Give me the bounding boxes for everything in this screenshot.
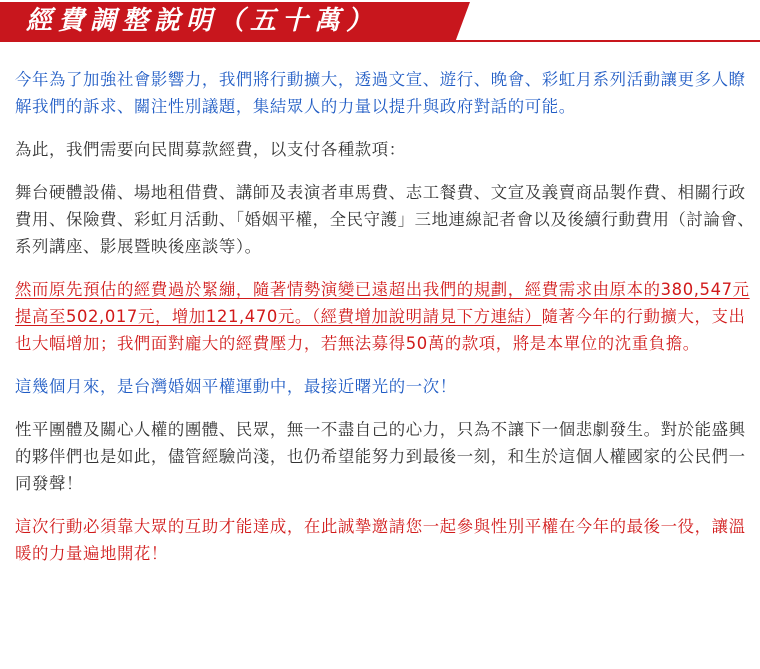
budget-increase-link[interactable]: 然而原先預估的經費過於緊繃，隨著情勢演變已遠超出我們的規劃，經費需求由原本的380,547元提高至502,017元，增加121,470元。（經費增加說明請見下方連結） — [15, 280, 750, 326]
moment-paragraph: 這幾個月來，是台灣婚姻平權運動中，最接近曙光的一次！ — [15, 377, 457, 396]
header-divider — [0, 40, 760, 42]
effort-paragraph: 性平團體及關心人權的團體、民眾，無一不盡自己的心力，只為不讓下一個悲劇發生。對於能盛興的夥伴們也是如此，儘管經驗尚淺，也仍希望能努力到最後一刻，和生於這個人權國家的公民們一同發聲！ — [15, 420, 746, 493]
budget-paragraph — [15, 276, 755, 357]
call-to-action-paragraph: 這次行動必須靠大眾的互助才能達成，在此誠摯邀請您一起參與性別平權在今年的最後一役，讓溫暖的力量遍地開花！ — [15, 517, 746, 563]
article-body — [15, 66, 755, 583]
purpose-paragraph: 為此，我們需要向民間募款經費，以支付各種款項： — [15, 140, 406, 159]
intro-paragraph: 今年為了加強社會影響力，我們將行動擴大，透過文宣、遊行、晚會、彩虹月系列活動讓更多人瞭解我們的訴求、關注性別議題，集結眾人的力量以提升與政府對話的可能。 — [15, 70, 746, 116]
budget-pressure-text: 隨著今年的行動擴大，支出也大幅增加；我們面對龐大的經費壓力，若無法募得50萬的款項，將是本單位的沈重負擔。 — [15, 307, 746, 353]
section-header — [0, 0, 760, 46]
page-title: 經費調整說明（五十萬） — [26, 6, 379, 36]
expense-items-paragraph: 舞台硬體設備、場地租借費、講師及表演者車馬費、志工餐費、文宣及義賣商品製作費、相關行政費用、保險費、彩虹月活動、「婚姻平權，全民守護」三地連線記者會以及後續行動費用（討論會、系列講座、影展暨映後座談等）。 — [15, 183, 755, 256]
